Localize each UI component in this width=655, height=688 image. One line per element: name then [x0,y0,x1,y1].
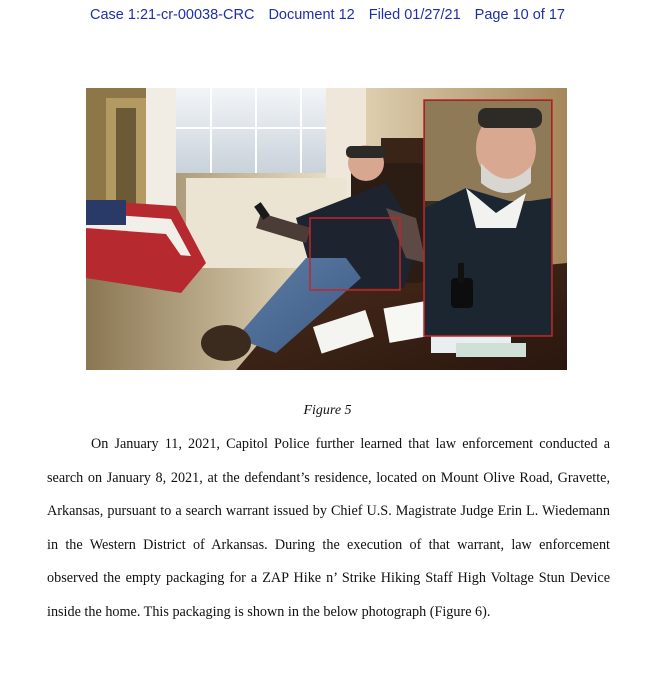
document-number: Document 12 [268,7,355,23]
body-paragraph [47,432,610,634]
case-number: Case 1:21-cr-00038-CRC [90,7,255,23]
paragraph-line: On January 11, 2021, Capitol Police further learned that law enforcement conducted a [91,436,610,452]
evidence-photo [86,88,567,370]
zoom-inset [424,100,552,336]
paragraph-line: in the Western District of Arkansas. During the execution of that warrant, law enforcement [47,536,610,553]
paragraph-line: Arkansas, pursuant to a search warrant issued by Chief U.S. Magistrate Judge Erin L. Wiedemann [47,503,610,520]
figure-caption: Figure 5 [303,403,352,418]
page-number: Page 10 of 17 [474,7,565,23]
paragraph-line: inside the home. This packaging is shown in the below photograph (Figure 6). [47,603,491,620]
filed-date: Filed 01/27/21 [368,7,461,23]
court-header [0,7,655,23]
paragraph-line: observed the empty packaging for a ZAP Hike n’ Strike Hiking Staff High Voltage Stun Device [47,570,610,587]
paragraph-line: search on January 8, 2021, at the defendant’s residence, located on Mount Olive Road, Gravette, [47,469,610,486]
